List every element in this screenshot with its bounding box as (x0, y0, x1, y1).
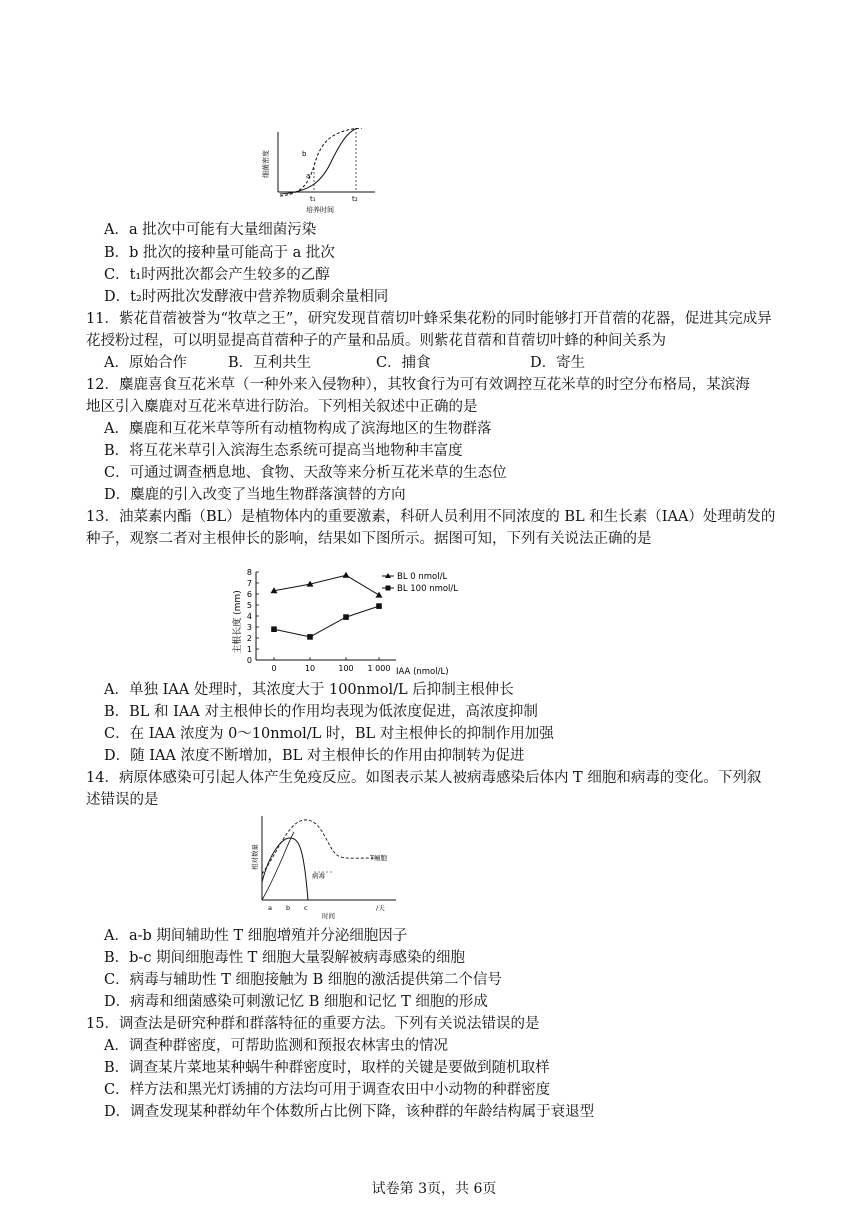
chart-ylabel: 主根长度 (mm) (233, 590, 243, 654)
q12-option-b: B．将互花米草引入滨海生态系统可提高当地物种丰富度 (104, 443, 463, 459)
q15-option-c: C．样方法和黑光灯诱捕的方法均可用于调查农田中小动物的种群密度 (104, 1082, 551, 1098)
q11-option-a: A．原始合作 (104, 355, 187, 371)
q15-option-d: D．调查发现某种群幼年个体数所占比例下降，该种群的年龄结构属于衰退型 (104, 1104, 595, 1120)
q11-stem-line2: 花授粉过程，可以明显提高苜蓿种子的产量和品质。则紫花苜蓿和苜蓿切叶蜂的种间关系为 (86, 333, 666, 349)
q13-option-a: A．单独 IAA 处理时，其浓度大于 100nmol/L 后抑制主根伸长 (104, 682, 514, 698)
chart-legend-label: BL 0 nmol/L (397, 572, 448, 582)
chart-y-tick-label: 5 (246, 601, 252, 610)
q10-option-a: A．a 批次中可能有大量细菌污染 (104, 222, 317, 238)
q11-stem-line1: 11．紫花苜蓿被誉为“牧草之王”，研究发现苜蓿切叶蜂采集花粉的同时能够打开苜蓿的花器，促进其完成异 (86, 311, 772, 327)
chart-y-tick-label: 0 (246, 656, 252, 665)
q15-option-a: A．调查种群密度，可帮助监测和预报农林害虫的情况 (104, 1038, 448, 1054)
fig14-a: a (268, 904, 272, 912)
fig14-tcell-label: T细胞 (370, 854, 387, 862)
chart-y-tick-label: 1 (246, 645, 252, 654)
fig10-t2: t₂ (352, 195, 358, 203)
chart-point-square (271, 626, 277, 632)
q13-option-c: C．在 IAA 浓度为 0～10nmol/L 时，BL 对主根伸长的抑制作用加强 (104, 726, 554, 742)
q12-stem-line2: 地区引入麋鹿对互花米草进行防治。下列相关叙述中正确的是 (86, 399, 478, 415)
fig10-xlabel: 培养时间 (306, 206, 334, 214)
q13-stem-line2: 种子，观察二者对主根伸长的影响，结果如下图所示。据图可知，下列有关说法正确的是 (86, 531, 652, 547)
chart-y-tick-label: 2 (246, 634, 252, 643)
q11-option-d: D．寄生 (530, 355, 586, 371)
fig14-xlabel: 时间 (322, 912, 335, 920)
chart-point-square (376, 603, 382, 609)
q12-option-d: D．麋鹿的引入改变了当地生物群落演替的方向 (104, 487, 406, 503)
chart-y-tick-label: 4 (246, 612, 252, 621)
q14-option-a: A．a-b 期间辅助性 T 细胞增殖并分泌细胞因子 (104, 928, 408, 944)
chart-series-line (274, 606, 379, 637)
q15-option-b: B．调查某片菜地某种蜗牛种群密度时，取样的关键是要做到随机取样 (104, 1060, 550, 1076)
q11-option-c: C．捕食 (376, 355, 431, 371)
chart-y-tick-label: 6 (246, 590, 252, 599)
fig14-c: c (304, 904, 308, 912)
q12-option-c: C．可通过调查栖息地、食物、天敌等来分析互花米草的生态位 (104, 465, 507, 481)
chart-y-tick-label: 7 (246, 579, 252, 588)
curve-a (280, 128, 368, 194)
page-footer: 试卷第 3页，共 6页 (371, 1181, 497, 1197)
chart-x-tick-label: 100 (338, 664, 354, 673)
chart-legend-marker (386, 586, 391, 591)
q10-option-c: C．t₁时两批次都会产生较多的乙醇 (104, 267, 330, 283)
q10-option-d: D．t₂时两批次发酵液中营养物质剩余量相同 (104, 289, 389, 305)
fig10-curve-b: b (302, 150, 307, 158)
curve-b (280, 128, 362, 196)
bacteria-growth-figure (250, 128, 380, 214)
chart-y-tick-label: 3 (246, 623, 252, 632)
chart-point-triangle (376, 592, 383, 598)
chart-x-tick-label: 0 (271, 664, 277, 673)
fig14-xend: /天 (376, 904, 385, 912)
chart-x-tick-label: 1 000 (367, 664, 391, 673)
q13-option-d: D．随 IAA 浓度不断增加，BL 对主根伸长的作用由抑制转为促进 (104, 748, 525, 764)
q15-stem: 15．调查法是研究种群和群落特征的重要方法。下列有关说法错误的是 (86, 1016, 540, 1032)
immune-response-figure (248, 812, 398, 920)
fig14-b: b (286, 904, 291, 912)
chart-y-tick-label: 8 (246, 568, 252, 577)
fig14-virus-label: 病毒 (312, 872, 325, 880)
q10-option-b: B．b 批次的接种量可能高于 a 批次 (104, 245, 335, 261)
q14-stem-line1: 14．病原体感染可引起人体产生免疫反应。如图表示某人被病毒感染后体内 T 细胞和病毒的变化。下列叙 (86, 770, 762, 786)
t-cell-curve (262, 820, 378, 874)
chart-point-triangle (343, 572, 350, 578)
chart-x-tick-label: 10 (304, 664, 316, 673)
chart-legend-label: BL 100 nmol/L (397, 584, 459, 594)
virus-curve (262, 838, 308, 900)
q13-stem-line1: 13．油菜素内酯（BL）是植物体内的重要激素，科研人员利用不同浓度的 BL 和生长素（IAA）处理萌发的 (86, 509, 776, 525)
q12-stem-line1: 12．麋鹿喜食互花米草（一种外来入侵物种），其牧食行为可有效调控互花米草的时空分布格局，某滨海 (86, 377, 750, 393)
chart-point-square (307, 634, 313, 640)
fig10-t1: t₁ (310, 195, 316, 203)
q13-option-b: B．BL 和 IAA 对主根伸长的作用均表现为低浓度促进，高浓度抑制 (104, 704, 538, 720)
q14-stem-line2: 述错误的是 (86, 792, 159, 808)
q14-option-d: D．病毒和细菌感染可刺激记忆 B 细胞和记忆 T 细胞的形成 (104, 994, 488, 1010)
q14-option-b: B．b-c 期间细胞毒性 T 细胞大量裂解被病毒感染的细胞 (104, 950, 465, 966)
root-length-chart (226, 562, 476, 678)
chart-point-square (343, 614, 349, 620)
q11-option-b: B．互利共生 (228, 355, 312, 371)
fig10-ylabel: 细菌密度 (262, 150, 270, 178)
chart-series-line (274, 575, 379, 595)
fig14-ylabel: 相对数量 (251, 844, 259, 870)
fig10-curve-a: a (306, 172, 311, 180)
chart-xlabel: IAA (nmol/L) (396, 667, 449, 677)
q12-option-a: A．麋鹿和互花米草等所有动植物构成了滨海地区的生物群落 (104, 421, 492, 437)
q14-option-c: C．病毒与辅助性 T 细胞接触为 B 细胞的激活提供第二个信号 (104, 972, 502, 988)
